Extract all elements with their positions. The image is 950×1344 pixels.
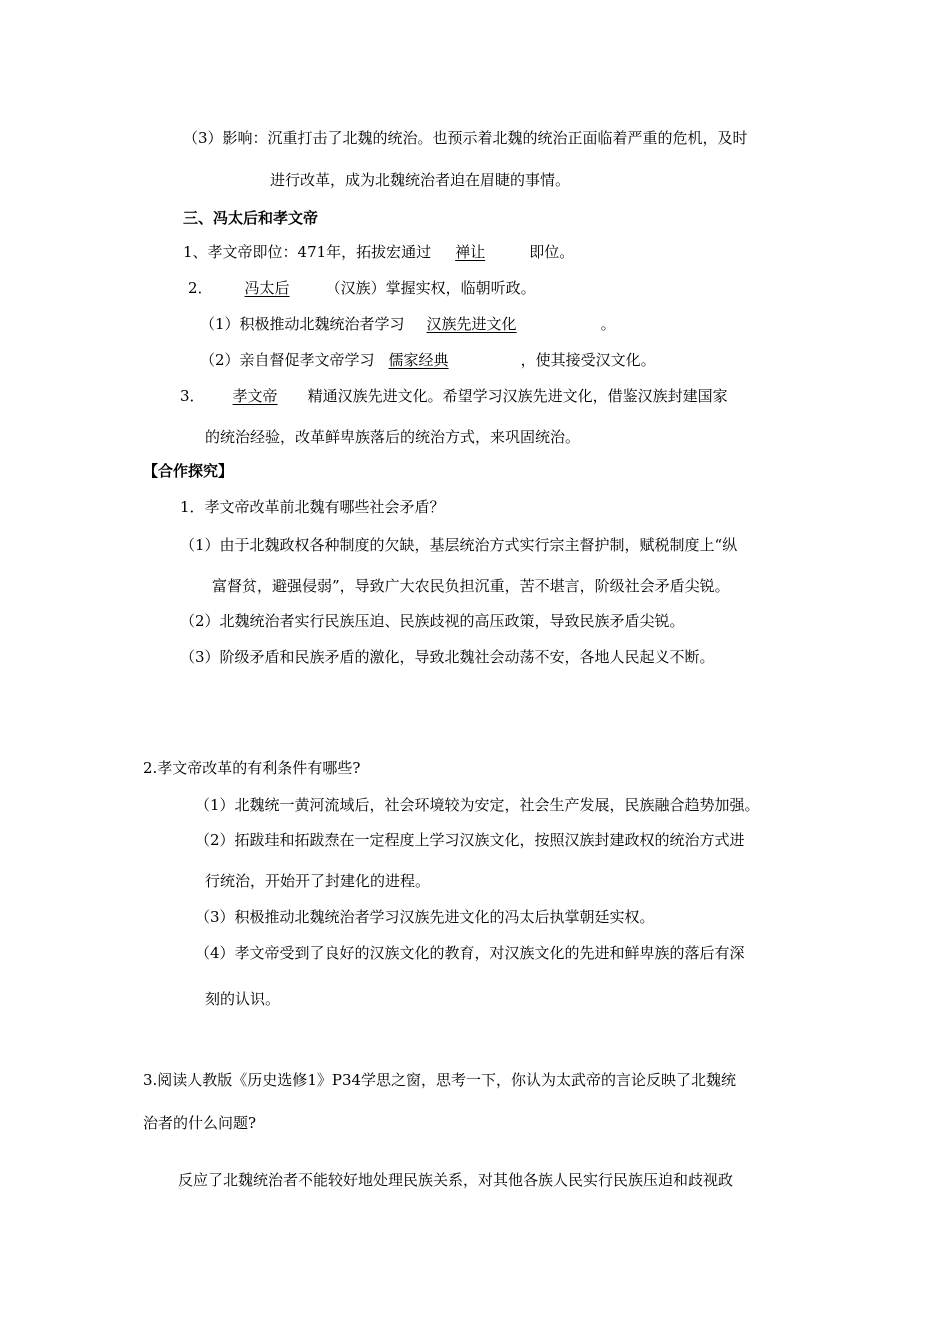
item3-impact-line2: 进行改革，成为北魏统治者迫在眉睫的事情。 [270, 171, 571, 189]
section3-p2 [188, 278, 536, 298]
q2-answer-2-line2: 行统治，开始开了封建化的进程。 [205, 872, 431, 890]
p2-sub1-fill-blank [405, 315, 601, 333]
section3-heading: 三、冯太后和孝文帝 [183, 209, 319, 227]
p2-fill-blank [213, 279, 326, 297]
p3-fill-blank [205, 387, 308, 405]
cooperation-heading: 【合作探究】 [143, 462, 234, 480]
q1-answer-1-line1: （1）由于北魏政权各种制度的欠缺，基层统治方式实行宗主督护制，赋税制度上“纵 [180, 536, 738, 554]
section3-p3 [180, 386, 728, 406]
q2-answer-1: （1）北魏统一黄河流域后，社会环境较为安定，社会生产发展，民族融合趋势加强。 [195, 796, 760, 814]
p3-suffix: 精通汉族先进文化。希望学习汉族先进文化，借鉴汉族封建国家 [307, 387, 728, 405]
question-3-line2: 治者的什么问题? [143, 1114, 257, 1132]
question-3-line1: 3.阅读人教版《历史选修1》P34学思之窗，思考一下，你认为太武帝的言论反映了北魏统 [143, 1071, 737, 1089]
p2-sub1-fill-text: 汉族先进文化 [426, 315, 517, 333]
p3-fill-text: 孝文帝 [232, 387, 278, 405]
section3-p1 [183, 242, 574, 262]
q1-answer-2: （2）北魏统治者实行民族压迫、民族歧视的高压政策，导致民族矛盾尖锐。 [180, 612, 685, 630]
p2-sub2-prefix: （2）亲自督促孝文帝学习 [200, 351, 375, 369]
p1-fill-blank [431, 243, 529, 261]
p2-sub2-fill-text: 儒家经典 [388, 351, 449, 369]
q3-answer-line1: 反应了北魏统治者不能较好地处理民族关系，对其他各族人民实行民族压迫和歧视政 [178, 1171, 734, 1189]
question-2: 2.孝文帝改革的有利条件有哪些? [143, 759, 361, 777]
q2-answer-2-line1: （2）拓跋珪和拓跋焘在一定程度上学习汉族文化，按照汉族封建政权的统治方式进 [195, 831, 745, 849]
section3-p3-line2: 的统治经验，改革鲜卑族落后的统治方式，来巩固统治。 [205, 428, 581, 446]
p2-fill-text: 冯太后 [244, 279, 290, 297]
p2-sub2-suffix: ，使其接受汉文化。 [520, 351, 656, 369]
section3-p2-sub2 [200, 350, 656, 370]
item3-impact-line1: （3）影响：沉重打击了北魏的统治。也预示着北魏的统治正面临着严重的危机，及时 [183, 129, 748, 147]
p2-suffix: （汉族）掌握实权，临朝听政。 [325, 279, 536, 297]
section3-p2-sub1 [200, 314, 616, 334]
p1-suffix: 即位。 [529, 243, 575, 261]
p3-prefix: 3． [180, 387, 205, 405]
p1-prefix: 1、孝文帝即位：471年，拓拔宏通过 [183, 243, 432, 261]
p1-fill-text: 禅让 [455, 243, 486, 261]
question-1: 1．孝文帝改革前北魏有哪些社会矛盾？ [180, 498, 445, 516]
p2-sub2-fill-blank [375, 351, 521, 369]
q2-answer-4-line2: 刻的认识。 [205, 990, 281, 1008]
p2-sub1-suffix: 。 [600, 315, 616, 333]
q2-answer-4-line1: （4）孝文帝受到了良好的汉族文化的教育，对汉族文化的先进和鲜卑族的落后有深 [195, 944, 745, 962]
q2-answer-3: （3）积极推动北魏统治者学习汉族先进文化的冯太后执掌朝廷实权。 [195, 908, 655, 926]
p2-prefix: 2． [188, 279, 213, 297]
q1-answer-3: （3）阶级矛盾和民族矛盾的激化，导致北魏社会动荡不安，各地人民起义不断。 [180, 648, 715, 666]
q1-answer-1-line2: 富督贫，避强侵弱”，导致广大农民负担沉重，苦不堪言，阶级社会矛盾尖锐。 [212, 577, 730, 595]
p2-sub1-prefix: （1）积极推动北魏统治者学习 [200, 315, 405, 333]
